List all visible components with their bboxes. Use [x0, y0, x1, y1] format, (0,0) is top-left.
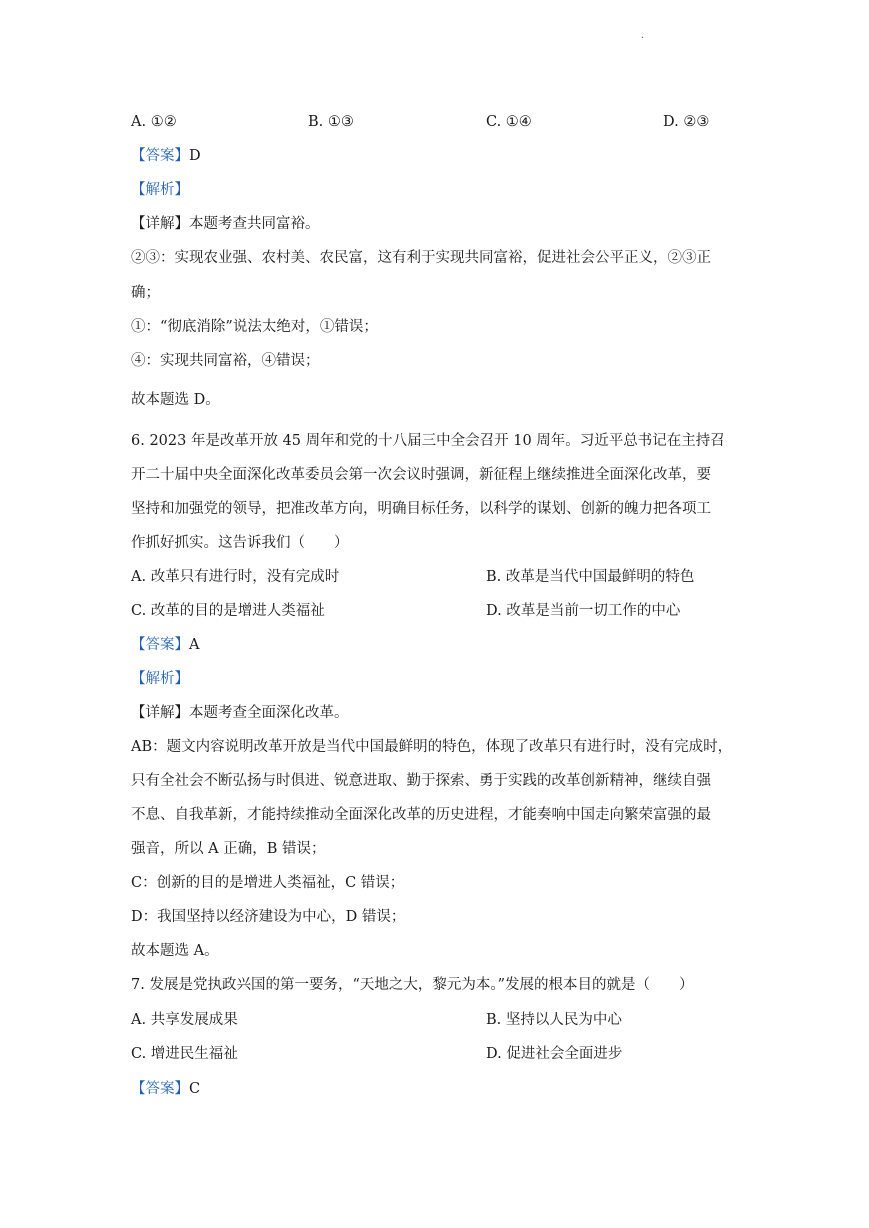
- answer-tag: 【答案】: [131, 1081, 189, 1097]
- q6-stem-2: 开二十届中央全面深化改革委员会第一次会议时强调，新征程上继续推进全面深化改革，要: [131, 467, 711, 483]
- q6-line-5: C：创新的目的是增进人类福祉，C 错误；: [131, 875, 405, 891]
- answer-tag: 【答案】: [131, 148, 189, 164]
- q5-line-5: 故本题选 D。: [131, 392, 220, 408]
- q6-stem-1: 6. 2023 年是改革开放 45 周年和党的十八届三中全会召开 10 周年。习近平总书记在主持召: [131, 433, 725, 449]
- detail-tag: 【详解】: [131, 705, 189, 721]
- q5-option-c: C. ①④: [486, 114, 532, 130]
- q6-line-2: 只有全社会不断弘扬与时俱进、锐意进取、勤于探索、勇于实践的改革创新精神，继续自强: [131, 773, 711, 789]
- q5-analysis-tag: 【解析】: [131, 182, 189, 198]
- q6-answer: [131, 635, 199, 655]
- answer-value: D: [189, 148, 201, 164]
- q5-line-1: ②③：实现农业强、农村美、农民富，这有利于实现共同富裕，促进社会公平正义，②③正: [131, 250, 711, 266]
- q6-line-3: 不息、自我革新，才能持续推动全面深化改革的历史进程，才能奏响中国走向繁荣富强的最: [131, 807, 711, 823]
- answer-value: C: [189, 1081, 201, 1097]
- q7-option-a: A. 共享发展成果: [131, 1012, 238, 1028]
- q5-option-b: B. ①③: [308, 114, 354, 130]
- q6-line-7: 故本题选 A。: [131, 943, 219, 959]
- q6-detail: [131, 703, 349, 723]
- detail-tag: 【详解】: [131, 216, 189, 232]
- q7-option-d: D. 促进社会全面进步: [486, 1046, 623, 1062]
- q7-stem: 7. 发展是党执政兴国的第一要务，“天地之大，黎元为本。”发展的根本目的就是（ ）: [131, 977, 694, 993]
- q6-option-b: B. 改革是当代中国最鲜明的特色: [486, 569, 695, 585]
- q6-stem-3: 坚持和加强党的领导，把准改革方向，明确目标任务，以科学的谋划、创新的魄力把各项工: [131, 501, 711, 517]
- q5-line-3: ①：“彻底消除”说法太绝对，①错误；: [131, 319, 378, 335]
- q6-line-4: 强音，所以 A 正确，B 错误；: [131, 841, 326, 857]
- q5-option-d: D. ②③: [663, 114, 710, 130]
- detail-intro: 本题考查全面深化改革。: [189, 705, 349, 721]
- q5-line-4: ④：实现共同富裕，④错误；: [131, 353, 320, 369]
- answer-tag: 【答案】: [131, 637, 189, 653]
- q5-option-a: A. ①②: [131, 114, 177, 130]
- q5-line-2: 确；: [131, 285, 160, 301]
- q5-detail: [131, 214, 320, 234]
- q6-line-6: D：我国坚持以经济建设为中心，D 错误；: [131, 909, 406, 925]
- q5-answer: [131, 146, 201, 166]
- q6-line-1: AB：题文内容说明改革开放是当代中国最鲜明的特色，体现了改革只有进行时，没有完成时，: [131, 739, 733, 755]
- q6-stem-4: 作抓好抓实。这告诉我们（ ）: [131, 535, 349, 551]
- header-dot: .: [641, 30, 645, 41]
- q6-option-c: C. 改革的目的是增进人类福祉: [131, 603, 325, 619]
- q7-option-c: C. 增进民生福祉: [131, 1046, 238, 1062]
- q6-analysis-tag: 【解析】: [131, 671, 189, 687]
- answer-value: A: [189, 637, 200, 653]
- q6-option-d: D. 改革是当前一切工作的中心: [486, 603, 681, 619]
- q7-answer: [131, 1079, 200, 1099]
- q6-option-a: A. 改革只有进行时，没有完成时: [131, 569, 340, 585]
- detail-intro: 本题考查共同富裕。: [189, 216, 320, 232]
- q7-option-b: B. 坚持以人民为中心: [486, 1012, 622, 1028]
